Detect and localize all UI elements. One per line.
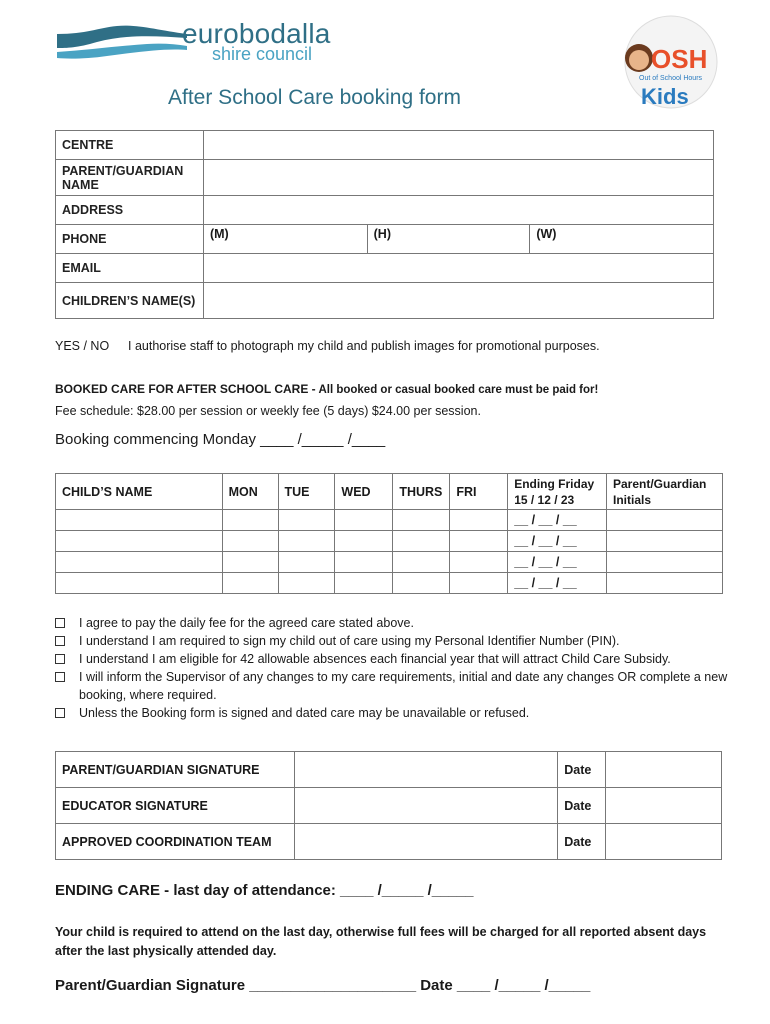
checkbox[interactable] xyxy=(55,708,65,718)
booked-care-heading: BOOKED CARE FOR AFTER SCHOOL CARE - All booked or casual booked care must be paid for! xyxy=(55,382,599,396)
fri-cell[interactable] xyxy=(450,531,508,552)
signature-table xyxy=(55,751,722,860)
col-tue: TUE xyxy=(278,474,335,510)
tue-cell[interactable] xyxy=(278,573,335,594)
tue-cell[interactable] xyxy=(278,552,335,573)
initials-cell[interactable] xyxy=(607,573,723,594)
svg-text:OSH: OSH xyxy=(651,44,708,74)
fee-schedule: Fee schedule: $28.00 per session or weekly fee (5 days) $24.00 per session. xyxy=(55,404,481,418)
council-logo-wave xyxy=(57,24,187,62)
centre-label: CENTRE xyxy=(56,131,204,160)
child-name-cell[interactable] xyxy=(56,573,223,594)
educator-signature-date[interactable] xyxy=(606,788,722,824)
schedule-row xyxy=(56,573,723,594)
agreement-item: I agree to pay the daily fee for the agreed care stated above. xyxy=(55,614,735,632)
fri-cell[interactable] xyxy=(450,510,508,531)
parent-signature-field[interactable] xyxy=(294,752,557,788)
email-field[interactable] xyxy=(203,254,713,283)
fri-cell[interactable] xyxy=(450,573,508,594)
page-title: After School Care booking form xyxy=(168,86,461,109)
date-label: Date xyxy=(558,788,606,824)
address-field[interactable] xyxy=(203,196,713,225)
final-signature-line: Parent/Guardian Signature ____________________ Date ____ /_____ /_____ xyxy=(55,977,591,994)
wed-cell[interactable] xyxy=(335,510,393,531)
children-names-field[interactable] xyxy=(203,283,713,319)
ending-care-notice: Your child is required to attend on the last day, otherwise full fees will be charged for all reported absent days after the last physically attended day. xyxy=(55,925,707,958)
ending-date-cell[interactable]: __ / __ / __ xyxy=(508,552,607,573)
parent-signature-label: PARENT/GUARDIAN SIGNATURE xyxy=(56,752,295,788)
fri-cell[interactable] xyxy=(450,552,508,573)
parent-name-field[interactable] xyxy=(203,160,713,196)
col-ending-friday: Ending Friday 15 / 12 / 23 xyxy=(508,474,607,510)
children-names-label: CHILDREN’S NAME(S) xyxy=(56,283,204,319)
col-parent-initials: Parent/Guardian Initials xyxy=(607,474,723,510)
council-name-line2: shire council xyxy=(212,44,313,64)
photo-consent-text: I authorise staff to photograph my child and publish images for promotional purposes. xyxy=(128,339,600,353)
date-label: Date xyxy=(558,824,606,860)
parent-name-label: PARENT/GUARDIAN NAME xyxy=(56,160,204,196)
thurs-cell[interactable] xyxy=(393,531,450,552)
details-table xyxy=(55,130,714,319)
wed-cell[interactable] xyxy=(335,573,393,594)
email-label: EMAIL xyxy=(56,254,204,283)
checkbox[interactable] xyxy=(55,636,65,646)
agreement-list xyxy=(55,614,735,722)
col-thurs: THURS xyxy=(393,474,450,510)
photo-consent-yesno[interactable]: YES / NO xyxy=(55,339,110,353)
agreement-item: I will inform the Supervisor of any changes to my care requirements, initial and date any changes OR complete a new booking, where required. xyxy=(55,668,735,704)
agreement-item: I understand I am eligible for 42 allowable absences each financial year that will attract Child Care Subsidy. xyxy=(55,650,735,668)
wed-cell[interactable] xyxy=(335,552,393,573)
col-fri: FRI xyxy=(450,474,508,510)
initials-cell[interactable] xyxy=(607,531,723,552)
mon-cell[interactable] xyxy=(222,531,278,552)
col-child-name: CHILD’S NAME xyxy=(56,474,223,510)
thurs-cell[interactable] xyxy=(393,510,450,531)
council-name-line1: eurobodalla xyxy=(182,18,331,49)
address-label: ADDRESS xyxy=(56,196,204,225)
phone-label: PHONE xyxy=(56,225,204,254)
educator-signature-label: EDUCATOR SIGNATURE xyxy=(56,788,295,824)
checkbox[interactable] xyxy=(55,672,65,682)
wed-cell[interactable] xyxy=(335,531,393,552)
coordination-team-label: APPROVED COORDINATION TEAM xyxy=(56,824,295,860)
thurs-cell[interactable] xyxy=(393,573,450,594)
agreement-item: Unless the Booking form is signed and dated care may be unavailable or refused. xyxy=(55,704,735,722)
phone-home-field[interactable]: (H) xyxy=(367,225,530,254)
ending-date-cell[interactable]: __ / __ / __ xyxy=(508,510,607,531)
educator-signature-field[interactable] xyxy=(294,788,557,824)
checkbox[interactable] xyxy=(55,618,65,628)
svg-text:Kids: Kids xyxy=(641,84,689,109)
agreement-item: I understand I am required to sign my child out of care using my Personal Identifier Number (PIN). xyxy=(55,632,735,650)
schedule-row xyxy=(56,552,723,573)
schedule-table xyxy=(55,473,723,594)
mon-cell[interactable] xyxy=(222,510,278,531)
thurs-cell[interactable] xyxy=(393,552,450,573)
mon-cell[interactable] xyxy=(222,552,278,573)
col-wed: WED xyxy=(335,474,393,510)
ending-date-cell[interactable]: __ / __ / __ xyxy=(508,531,607,552)
child-name-cell[interactable] xyxy=(56,552,223,573)
ending-care-heading: ENDING CARE - last day of attendance: ____ /_____ /_____ xyxy=(55,882,474,899)
booking-commencing: Booking commencing Monday ____ /_____ /____ xyxy=(55,431,386,448)
coordination-team-field[interactable] xyxy=(294,824,557,860)
schedule-row xyxy=(56,510,723,531)
col-mon: MON xyxy=(222,474,278,510)
coordination-team-date[interactable] xyxy=(606,824,722,860)
checkbox[interactable] xyxy=(55,654,65,664)
centre-field[interactable] xyxy=(203,131,713,160)
initials-cell[interactable] xyxy=(607,552,723,573)
tue-cell[interactable] xyxy=(278,510,335,531)
date-label: Date xyxy=(558,752,606,788)
phone-mobile-field[interactable]: (M) xyxy=(203,225,367,254)
schedule-row xyxy=(56,531,723,552)
child-name-cell[interactable] xyxy=(56,531,223,552)
mon-cell[interactable] xyxy=(222,573,278,594)
tue-cell[interactable] xyxy=(278,531,335,552)
parent-signature-date[interactable] xyxy=(606,752,722,788)
oosh-kids-logo xyxy=(617,14,725,110)
initials-cell[interactable] xyxy=(607,510,723,531)
phone-work-field[interactable]: (W) xyxy=(530,225,714,254)
svg-text:Out of School Hours: Out of School Hours xyxy=(639,75,703,82)
ending-date-cell[interactable]: __ / __ / __ xyxy=(508,573,607,594)
child-name-cell[interactable] xyxy=(56,510,223,531)
